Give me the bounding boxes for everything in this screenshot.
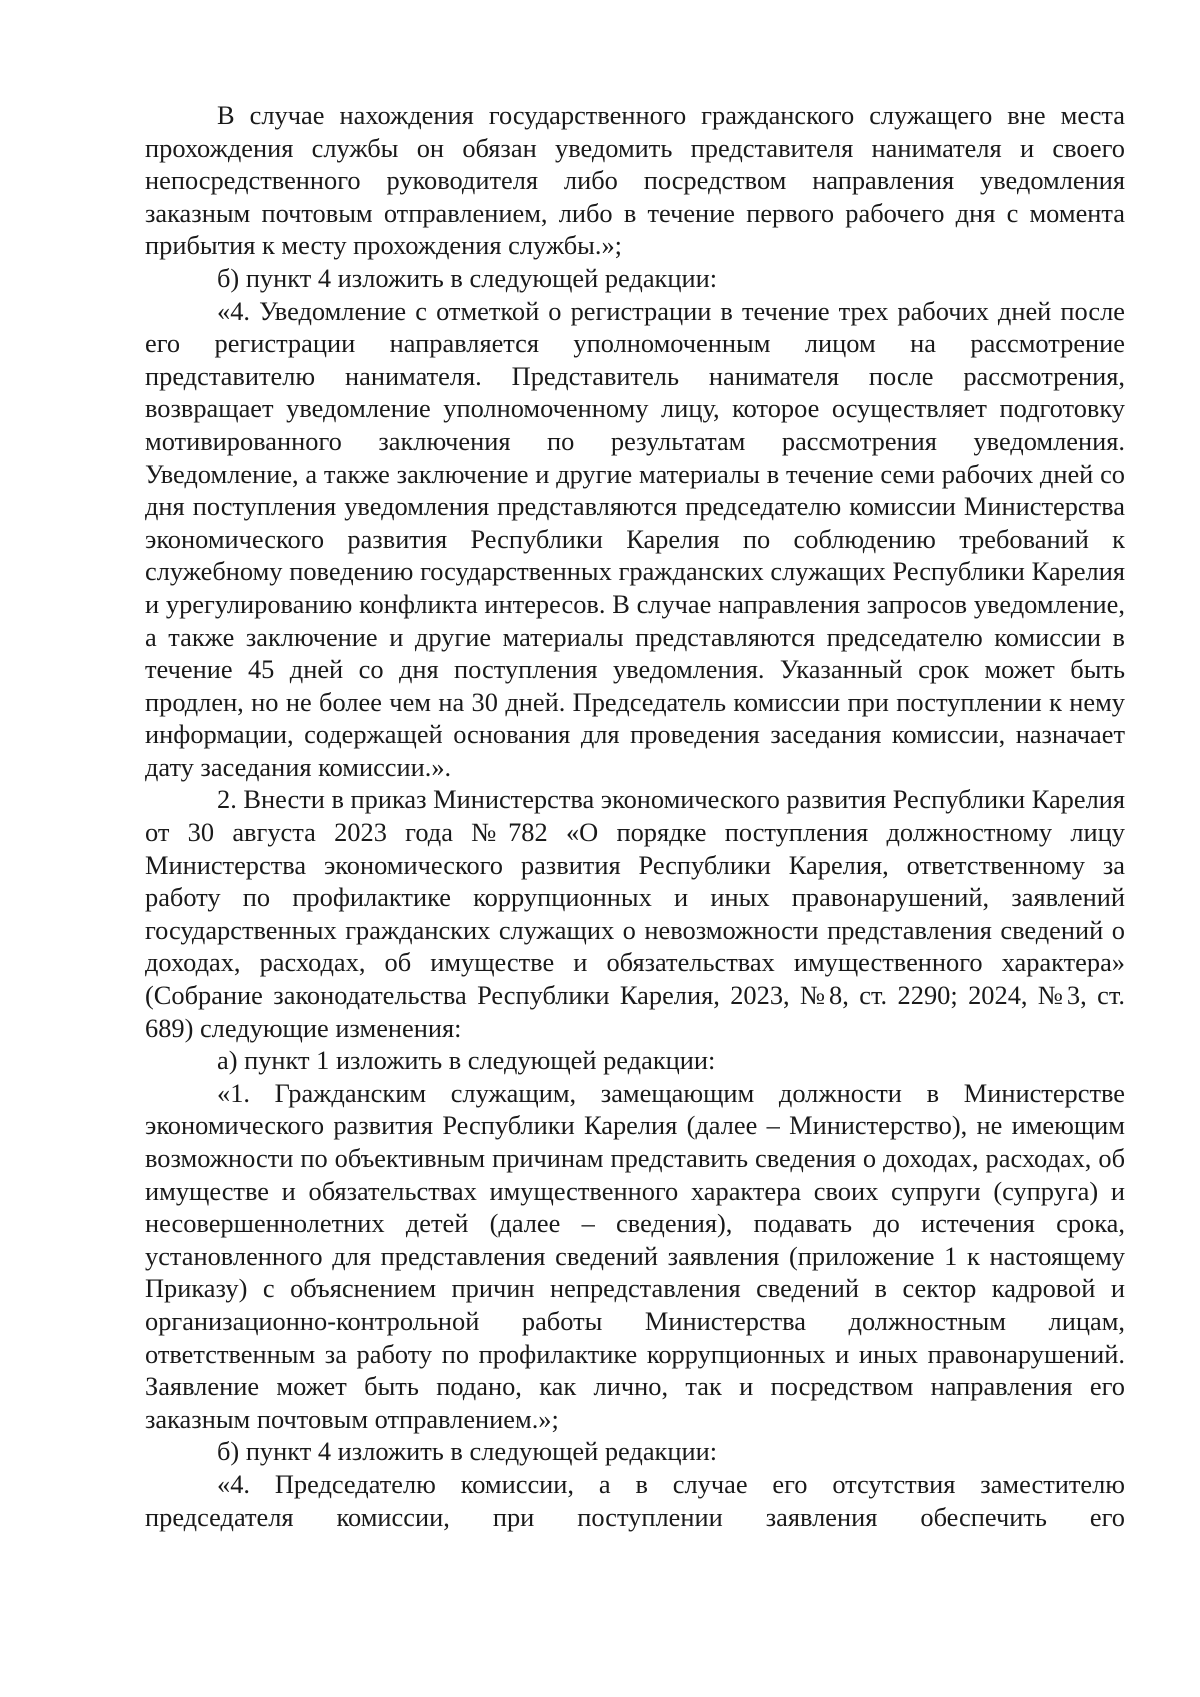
document-body <box>145 99 1125 1533</box>
paragraph-clause-1-intro: а) пункт 1 изложить в следующей редакции: <box>217 1045 716 1076</box>
paragraph-clause-4b-text: «4. Председателю комиссии, а в случае его отсутствия заместителю председателя комиссии, при поступлении заявления обеспечить его <box>145 1468 1125 1532</box>
paragraph-clause-1-text: «1. Гражданским служащим, замещающим должности в Министерстве экономического развития Республики Карелия (далее – Министерство), не имеющим возможности по объективным причинам представить сведения о доходах, расходах, об имуществе и обязательствах имущественного характера своих супруги (супруга) и несовершеннолетних детей (далее – сведения), подавать до истечения срока, установленного для представления сведений заявления (приложение 1 к настоящему Приказу) с объяснением причин непредставления сведений в сектор кадровой и организационно-контрольной работы Министерства должностным лицам, ответственным за работу по профилактике коррупционных и иных правонарушений. Заявление может быть подано, как лично, так и посредством направления его заказным почтовым отправлением.»; <box>145 1077 1125 1434</box>
paragraph-item-2: 2. Внести в приказ Министерства экономического развития Республики Карелия от 30 августа 2023 года №782 «О порядке поступления должностному лицу Министерства экономического развития Республики Карелия, ответственному за работу по профилактике коррупционных и иных правонарушений, заявлений государственных гражданских служащих о невозможности представления сведений о доходах, расходах, об имуществе и обязательствах имущественного характера» (Собрание законодательства Республики Карелия, 2023, №8, ст. 2290; 2024, №3, ст. 689) следующие изменения: <box>145 784 1126 1043</box>
paragraph-clause-4b-intro: б) пункт 4 изложить в следующей редакции: <box>217 1436 718 1467</box>
paragraph-absence-notice: В случае нахождения государственного гражданского служащего вне места прохождения службы он обязан уведомить представителя нанимателя и своего непосредственного руководителя либо посредством направления уведомления заказным почтовым отправлением, либо в течение первого рабочего дня с момента прибытия к месту прохождения службы.»; <box>145 100 1125 261</box>
paragraph-clause-4-text: «4. Уведомление с отметкой о регистрации в течение трех рабочих дней после его регистрации направляется уполномоченным лицом на рассмотрение представителю нанимателя. Представитель нанимателя после рассмотрения, возвращает уведомление уполномоченному лицу, которое осуществляет подготовку мотивированного заключения по результатам рассмотрения уведомления. Уведомление, а также заключение и другие материалы в течение семи рабочих дней со дня поступления уведомления представляются председателю комиссии Министерства экономического развития Республики Карелия по соблюдению требований к служебному поведению государственных гражданских служащих Республики Карелия и урегулированию конфликта интересов. В случае направления запросов уведомление, а также заключение и другие материалы представляются председателю комиссии в течение 45 дней со дня поступления уведомления. Указанный срок может быть продлен, но не более чем на 30 дней. Председатель комиссии при поступлении к нему информации, содержащей основания для проведения заседания комиссии, назначает дату заседания комиссии.». <box>145 295 1125 782</box>
paragraph-clause-4-intro: б) пункт 4 изложить в следующей редакции: <box>217 262 718 293</box>
